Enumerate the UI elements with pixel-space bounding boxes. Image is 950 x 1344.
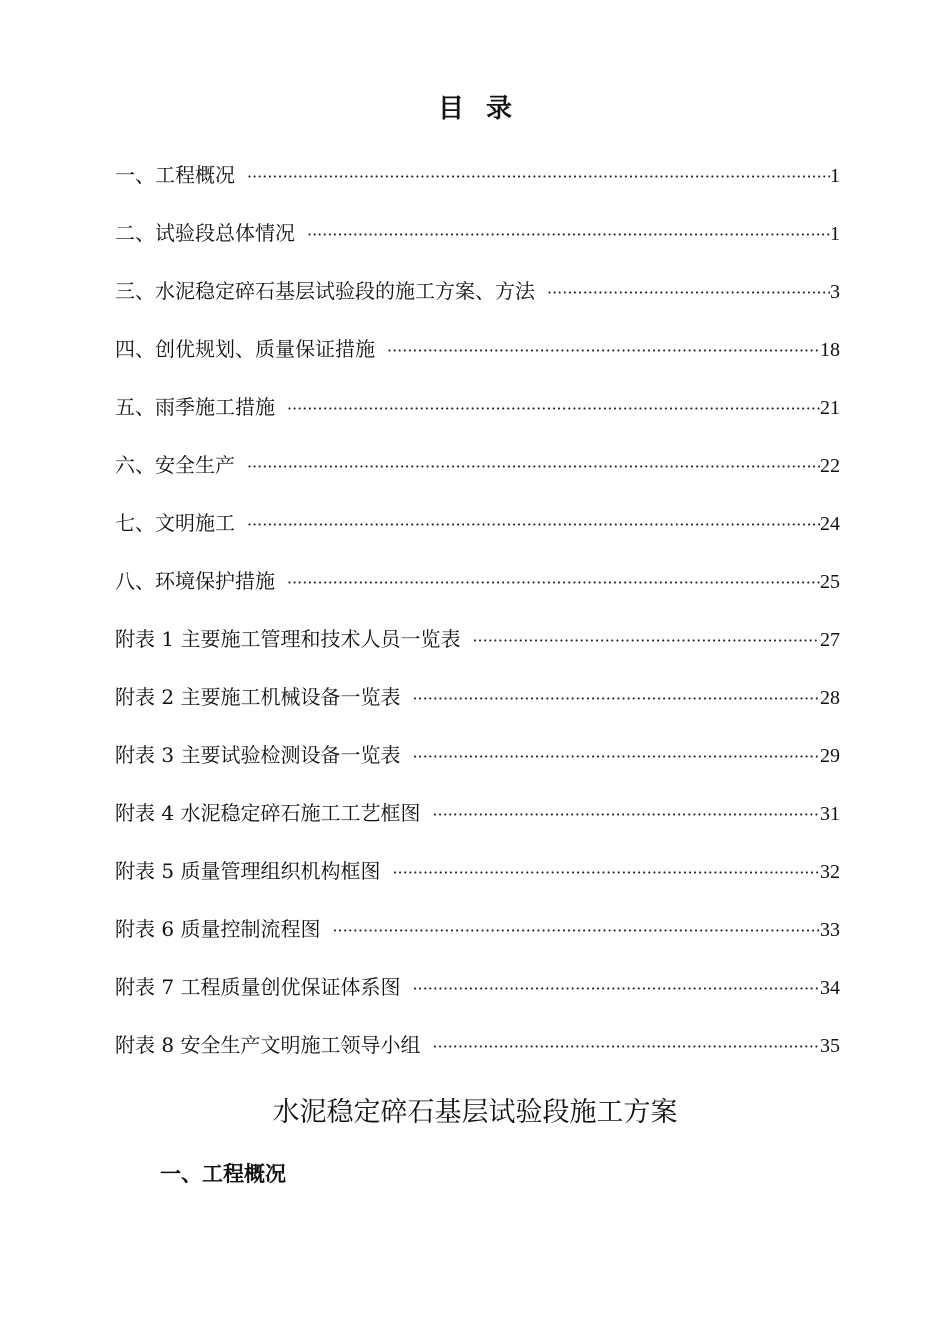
toc-entry-page: 25 [820,571,840,593]
toc-entry-label: 附表 8 安全生产文明施工领导小组 [115,1033,421,1057]
toc-entry-label: 附表 5 质量管理组织机构框图 [115,859,381,883]
toc-title: 目录 [437,94,534,124]
toc-leader-dots [247,450,820,484]
toc-leader-dots [392,856,820,890]
toc-entry-page: 3 [830,281,840,303]
toc-entry[interactable] [115,1028,840,1086]
toc-entry-page: 29 [820,745,840,767]
toc-entry-page: 28 [820,687,840,709]
toc-entry-label: 附表 1 主要施工管理和技术人员一览表 [115,627,461,651]
toc-entry[interactable] [115,158,840,216]
toc-leader-dots [387,334,820,368]
toc-leader-dots [412,682,820,716]
toc-entry[interactable] [115,564,840,622]
toc-entry[interactable] [115,390,840,448]
toc-leader-dots [287,392,820,426]
toc-leader-dots [432,1030,820,1064]
toc-leader-dots [247,508,820,542]
toc-entry[interactable] [115,506,840,564]
toc-list [115,158,840,1086]
toc-entry-label: 附表 2 主要施工机械设备一览表 [115,685,401,709]
toc-leader-dots [287,566,820,600]
toc-entry-label: 六、安全生产 [115,453,235,477]
toc-entry-label: 一、工程概况 [115,163,235,187]
toc-entry-page: 22 [820,455,840,477]
toc-leader-dots [412,740,820,774]
toc-entry-label: 四、创优规划、质量保证措施 [115,337,375,361]
toc-entry-label: 二、试验段总体情况 [115,221,295,245]
toc-entry-label: 七、文明施工 [115,511,235,535]
toc-leader-dots [247,160,830,194]
toc-entry[interactable] [115,738,840,796]
toc-entry-label: 附表 7 工程质量创优保证体系图 [115,975,401,999]
toc-entry-page: 35 [820,1035,840,1057]
document-title: 水泥稳定碎石基层试验段施工方案 [272,1097,678,1128]
toc-entry[interactable] [115,448,840,506]
toc-leader-dots [307,218,830,252]
toc-entry-label: 附表 6 质量控制流程图 [115,917,321,941]
toc-entry-page: 33 [820,919,840,941]
toc-entry-page: 1 [830,223,840,245]
toc-entry-page: 18 [820,339,840,361]
toc-leader-dots [412,972,820,1006]
toc-entry[interactable] [115,912,840,970]
toc-entry-label: 五、雨季施工措施 [115,395,275,419]
toc-entry[interactable] [115,216,840,274]
toc-leader-dots [332,914,820,948]
toc-entry-page: 1 [830,165,840,187]
toc-leader-dots [547,276,830,310]
toc-leader-dots [432,798,820,832]
toc-entry-page: 27 [820,629,840,651]
toc-entry-page: 31 [820,803,840,825]
toc-entry-page: 24 [820,513,840,535]
toc-entry[interactable] [115,680,840,738]
toc-entry[interactable] [115,796,840,854]
toc-entry[interactable] [115,332,840,390]
toc-entry[interactable] [115,274,840,332]
toc-entry-label: 三、水泥稳定碎石基层试验段的施工方案、方法 [115,279,535,303]
toc-entry-label: 八、环境保护措施 [115,569,275,593]
toc-entry-page: 34 [820,977,840,999]
toc-entry[interactable] [115,970,840,1028]
toc-entry-label: 附表 4 水泥稳定碎石施工工艺框图 [115,801,421,825]
toc-entry-label: 附表 3 主要试验检测设备一览表 [115,743,401,767]
toc-leader-dots [472,624,820,658]
toc-entry-page: 21 [820,397,840,419]
toc-entry-page: 32 [820,861,840,883]
section-heading: 一、工程概况 [160,1161,286,1186]
toc-entry[interactable] [115,622,840,680]
toc-entry[interactable] [115,854,840,912]
